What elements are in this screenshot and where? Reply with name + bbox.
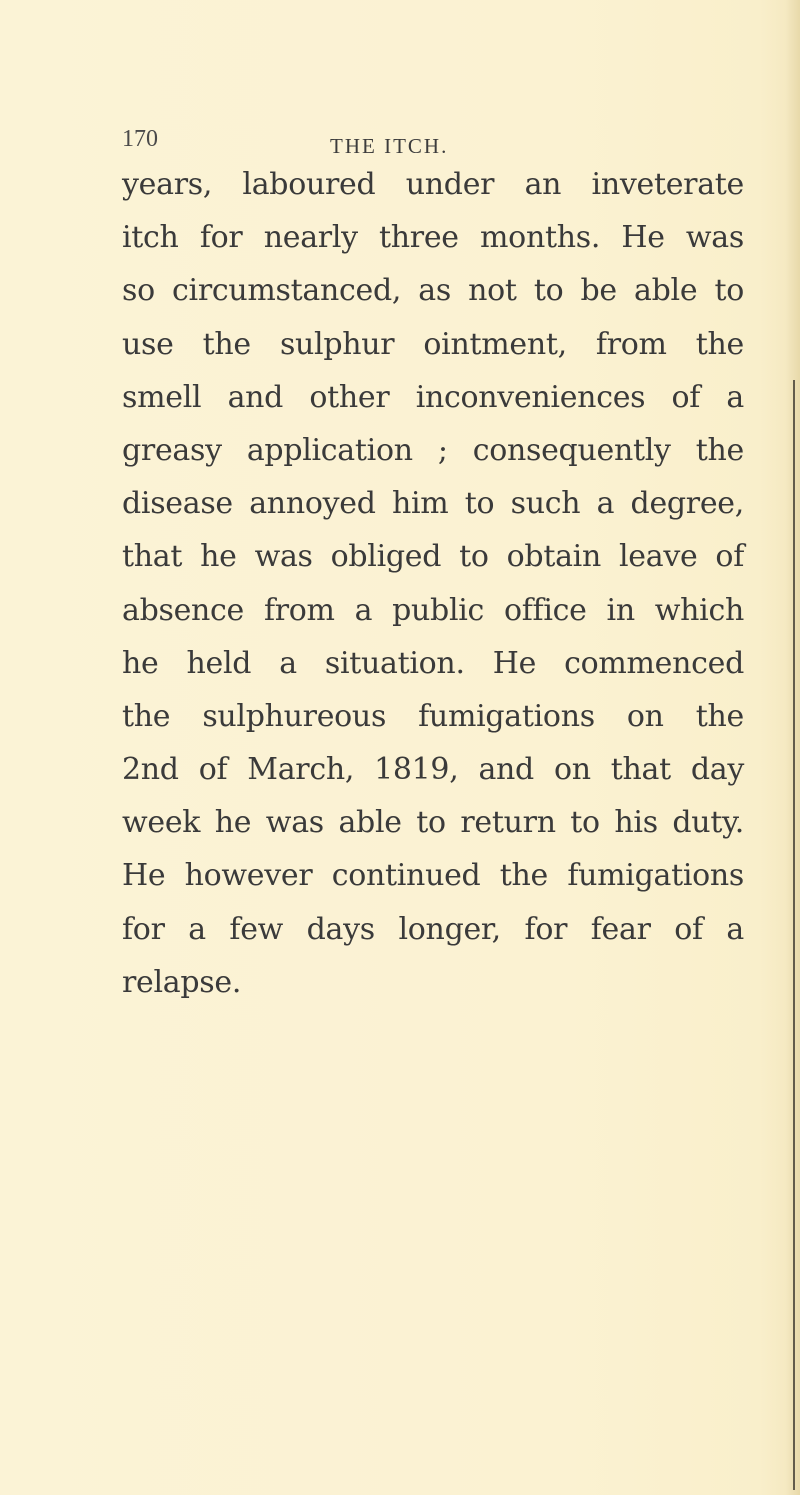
text-line: 2nd of March, 1819, and on that day: [122, 752, 744, 788]
body-text: [122, 158, 744, 1009]
page-edge-line: [793, 380, 795, 1490]
text-line: he held a situation. He commenced: [122, 645, 744, 681]
text-line: that he was obliged to obtain leave of: [122, 539, 744, 575]
running-head: THE ITCH.: [330, 134, 449, 158]
text-line: years, laboured under an inveterate: [122, 167, 744, 202]
text-line: use the sulphur ointment, from the: [122, 326, 744, 362]
text-line: for a few days longer, for fear of a: [122, 911, 744, 947]
text-line: disease annoyed him to such a degree,: [122, 486, 744, 522]
text-line: relapse.: [122, 964, 242, 1000]
text-line: He however continued the fumigations: [122, 858, 744, 894]
text-line: so circumstanced, as not to be able to: [122, 273, 744, 309]
text-line: absence from a public office in which: [122, 592, 744, 628]
text-line: greasy application ; consequently the: [122, 432, 744, 468]
text-line: week he was able to return to his duty.: [122, 805, 744, 841]
text-line: the sulphureous fumigations on the: [122, 698, 744, 734]
text-line: smell and other inconveniences of a: [122, 379, 744, 415]
text-line: itch for nearly three months. He was: [122, 220, 744, 256]
page-number: 170: [122, 126, 158, 152]
